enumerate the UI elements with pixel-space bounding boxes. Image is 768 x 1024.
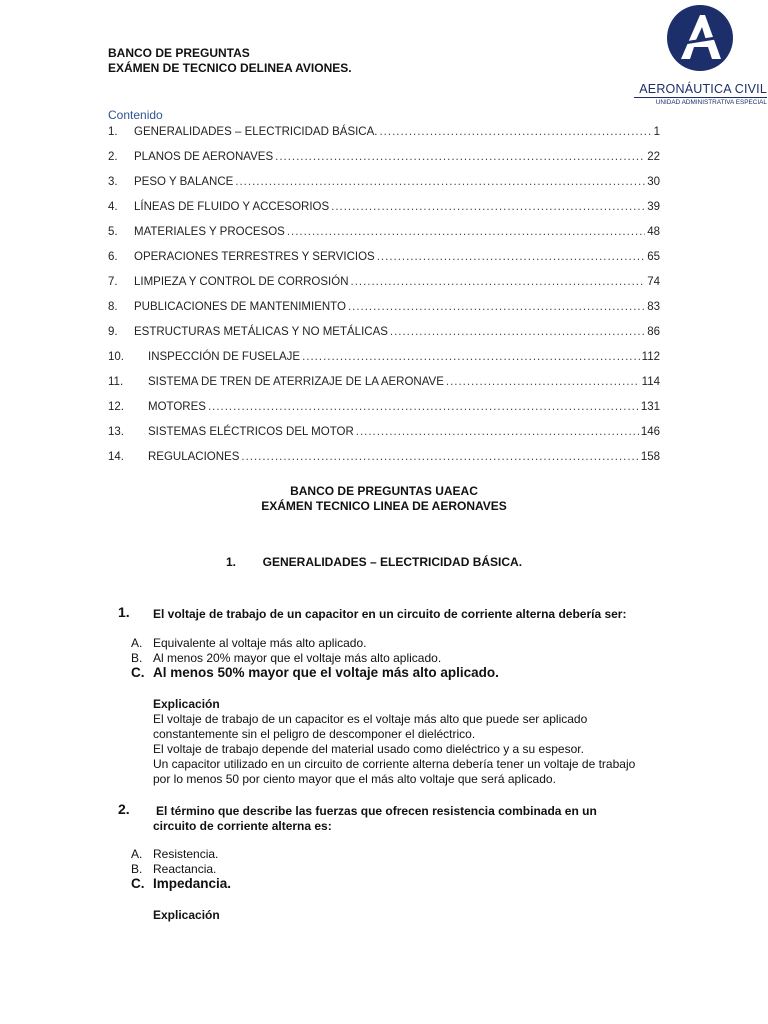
toc-entry-label: INSPECCIÓN DE FUSELAJE (148, 351, 301, 363)
toc-leader-dots (275, 151, 645, 163)
toc-entry-page: 30 (647, 176, 660, 188)
toc-entry-number: 5. (108, 226, 118, 238)
toc-leader-dots (241, 451, 638, 463)
toc-entry-label: GENERALIDADES – ELECTRICIDAD BÁSICA. (134, 126, 378, 138)
toc-leader-dots (446, 376, 640, 388)
toc-entry-page: 146 (640, 426, 660, 438)
toc-leader-dots (235, 176, 645, 188)
toc-entry-label: REGULACIONES (148, 451, 240, 463)
explanation-line: El voltaje de trabajo de un capacitor es el voltaje más alto que puede ser aplicado (153, 712, 588, 726)
section-heading-text: GENERALIDADES – ELECTRICIDAD BÁSICA. (262, 555, 523, 569)
toc-leader-dots (379, 126, 651, 138)
toc-leader-dots (287, 226, 645, 238)
option-letter: A. (131, 636, 143, 650)
question-text: El voltaje de trabajo de un capacitor en un circuito de corriente alterna debería ser: (153, 607, 627, 621)
toc-entry-page: 48 (647, 226, 660, 238)
toc-entry-number: 10. (108, 351, 124, 363)
toc-entry-page: 83 (647, 301, 660, 313)
section-title-2: EXÁMEN TECNICO LINEA DE AERONAVES (261, 499, 507, 513)
question-text: circuito de corriente alterna es: (153, 819, 332, 833)
toc-leader-dots (351, 276, 646, 288)
toc-entry[interactable] (108, 251, 660, 267)
toc-entry-label: MOTORES (148, 401, 206, 413)
toc-entry[interactable] (108, 376, 660, 392)
toc-leader-dots (331, 201, 645, 213)
answer-option (131, 636, 366, 650)
option-text: Impedancia. (153, 876, 232, 891)
toc-leader-dots (348, 301, 645, 313)
toc-entry[interactable] (108, 151, 660, 167)
toc-entry[interactable] (108, 201, 660, 217)
toc-entry-label: MATERIALES Y PROCESOS (134, 226, 285, 238)
toc-entry[interactable] (108, 326, 660, 342)
toc-entry-number: 14. (108, 451, 124, 463)
toc-entry-page: 22 (647, 151, 660, 163)
explanation-title: Explicación (153, 697, 220, 711)
explanation-line: constantemente sin el peligro de descomponer el dieléctrico. (153, 727, 476, 741)
toc-entry[interactable] (108, 301, 660, 317)
question-number: 1. (118, 604, 130, 620)
toc-entry-label: SISTEMA DE TREN DE ATERRIZAJE DE LA AERONAVE (148, 376, 444, 388)
option-text: Reactancia. (153, 862, 217, 876)
toc-entry-number: 9. (108, 326, 118, 338)
answer-option (131, 651, 441, 665)
option-letter: A. (131, 847, 143, 861)
toc-entry-label: LÍNEAS DE FLUIDO Y ACCESORIOS (134, 201, 330, 213)
toc-entry[interactable] (108, 451, 660, 467)
toc-entry-page: 158 (640, 451, 660, 463)
option-text: Al menos 50% mayor que el voltaje más alto aplicado. (153, 665, 499, 680)
explanation-line: Un capacitor utilizado en un circuito de corriente alterna debería tener un voltaje de trabajo (153, 757, 636, 771)
section-title-1: BANCO DE PREGUNTAS UAEAC (290, 484, 478, 498)
toc-entry-label: SISTEMAS ELÉCTRICOS DEL MOTOR (148, 426, 354, 438)
question-text: El término que describe las fuerzas que ofrecen resistencia combinada en un (156, 804, 597, 818)
toc-entry-number: 2. (108, 151, 118, 163)
toc-entry[interactable] (108, 176, 660, 192)
document-header (108, 46, 352, 76)
toc-entry[interactable] (108, 401, 660, 417)
toc-entry[interactable] (108, 351, 660, 367)
section-heading-number: 1. (225, 555, 236, 569)
toc-entry[interactable] (108, 276, 660, 292)
toc-entry-number: 13. (108, 426, 124, 438)
toc-leader-dots (356, 426, 639, 438)
toc-entry-page: 131 (640, 401, 660, 413)
option-letter: B. (131, 862, 143, 876)
toc-entry-number: 11. (108, 376, 124, 388)
toc-entry-page: 39 (647, 201, 660, 213)
explanation-line: por lo menos 50 por ciento mayor que el más alto voltaje que será aplicado. (153, 772, 556, 786)
section-heading (0, 555, 758, 569)
option-text: Resistencia. (153, 847, 219, 861)
explanation-line: El voltaje de trabajo depende del material usado como dieléctrico y a su espesor. (153, 742, 584, 756)
logo-emblem-icon (667, 5, 733, 71)
toc-entry-number: 12. (108, 401, 124, 413)
answer-option-correct (131, 877, 231, 891)
toc-entry-page: 65 (647, 251, 660, 263)
logo-name: AERONÁUTICA CIVIL (639, 82, 767, 96)
toc-entry-label: PUBLICACIONES DE MANTENIMIENTO (134, 301, 346, 313)
option-letter: B. (131, 651, 143, 665)
toc-entry-number: 7. (108, 276, 118, 288)
option-letter: C. (131, 665, 145, 680)
toc-entry-page: 114 (641, 376, 660, 388)
header-line-2: EXÁMEN DE TECNICO DELINEA AVIONES. (108, 61, 352, 75)
toc-entry-label: PESO Y BALANCE (134, 176, 234, 188)
toc-entry[interactable] (108, 426, 660, 442)
answer-option-correct (131, 666, 499, 680)
toc-leader-dots (208, 401, 639, 413)
toc-entry-label: ESTRUCTURAS METÁLICAS Y NO METÁLICAS (134, 326, 388, 338)
toc-entry-page: 112 (641, 351, 660, 363)
toc-entry-page: 1 (653, 126, 660, 138)
toc-leader-dots (302, 351, 640, 363)
toc-entry-number: 8. (108, 301, 118, 313)
header-line-1: BANCO DE PREGUNTAS (108, 46, 250, 60)
toc-entry[interactable] (108, 226, 660, 242)
option-letter: C. (131, 876, 145, 891)
answer-option (131, 847, 218, 861)
toc-entry-number: 3. (108, 176, 118, 188)
toc-entry[interactable] (108, 126, 660, 142)
logo-subtitle: UNIDAD ADMINISTRATIVA ESPECIAL (634, 97, 767, 106)
aeronautica-civil-logo (634, 5, 767, 107)
toc-leader-dots (390, 326, 645, 338)
option-text: Al menos 20% mayor que el voltaje más alto aplicado. (153, 651, 442, 665)
toc-entry-number: 1. (108, 126, 118, 138)
answer-option (131, 862, 216, 876)
toc-title: Contenido (108, 108, 163, 122)
question-number: 2. (118, 801, 130, 817)
toc-entry-label: PLANOS DE AERONAVES (134, 151, 274, 163)
toc-entry-label: OPERACIONES TERRESTRES Y SERVICIOS (134, 251, 375, 263)
toc-entry-number: 6. (108, 251, 118, 263)
option-text: Equivalente al voltaje más alto aplicado. (153, 636, 367, 650)
toc-entry-label: LIMPIEZA Y CONTROL DE CORROSIÓN (134, 276, 349, 288)
toc-entry-number: 4. (108, 201, 118, 213)
explanation-title: Explicación (153, 908, 220, 922)
toc-entry-page: 74 (647, 276, 660, 288)
toc-leader-dots (377, 251, 645, 263)
toc-entry-page: 86 (647, 326, 660, 338)
